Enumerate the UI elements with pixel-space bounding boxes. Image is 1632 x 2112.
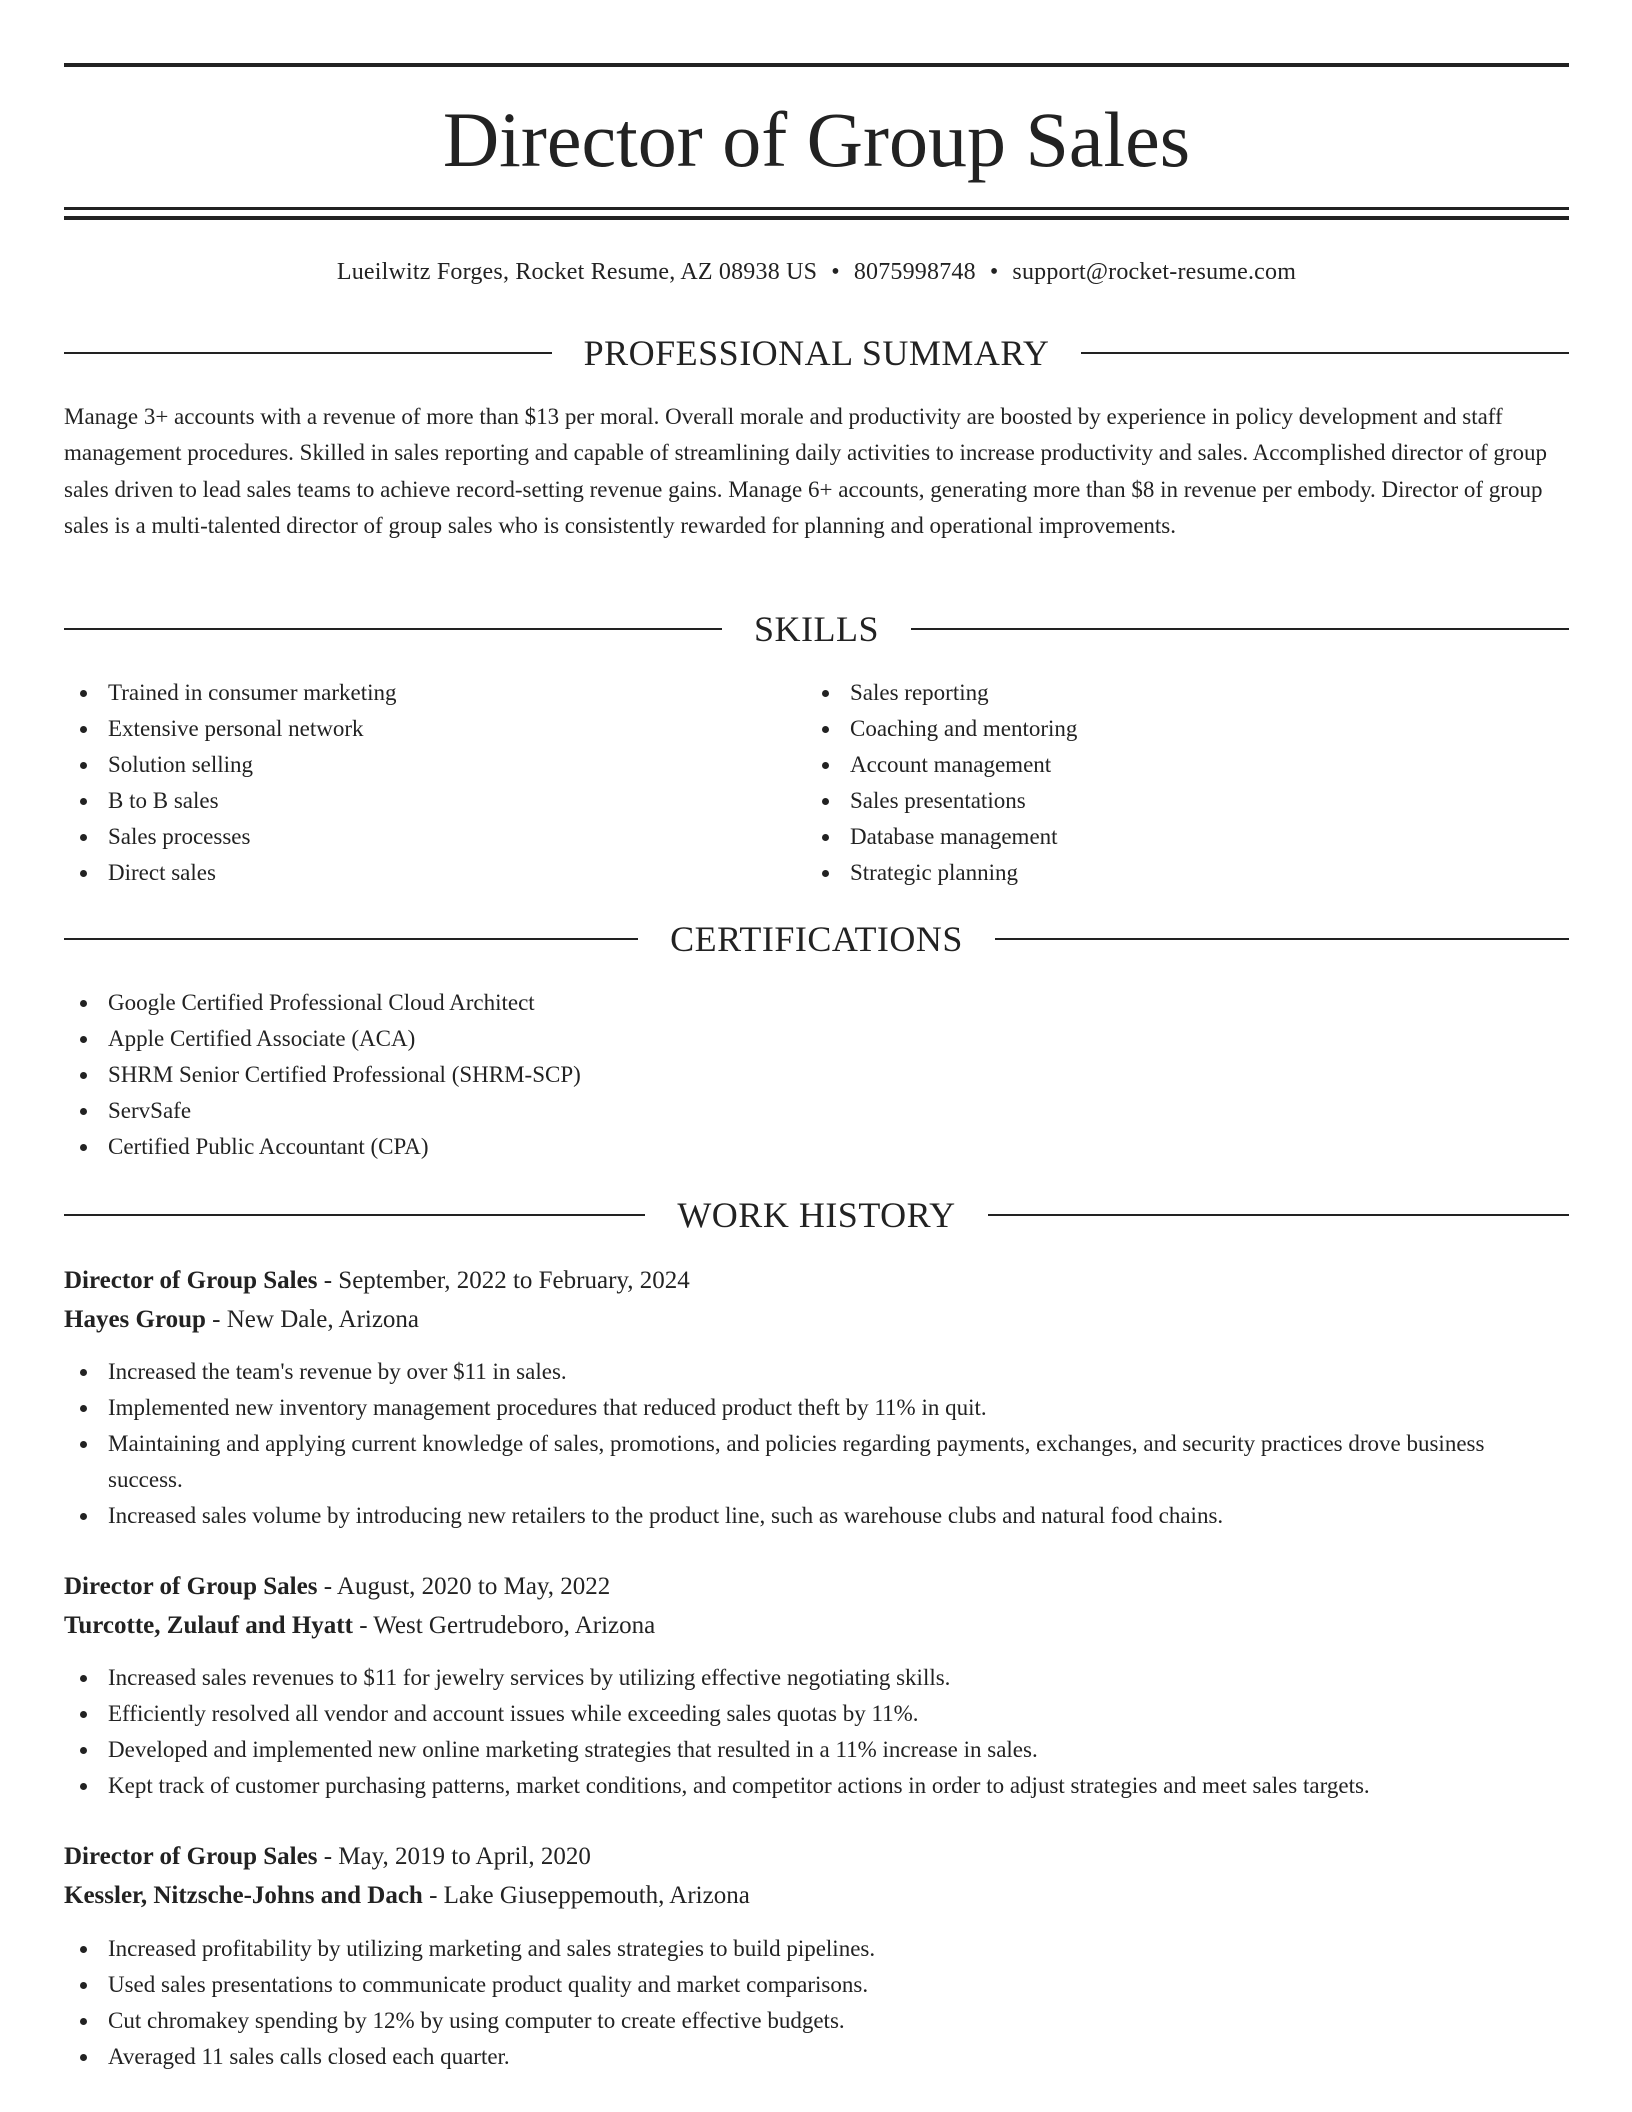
skill-item: Sales reporting <box>806 675 1546 711</box>
job-title: Director of Group Sales <box>64 1267 318 1294</box>
contact-email: support@rocket-resume.com <box>1012 259 1297 285</box>
title-rule-upper <box>64 207 1569 210</box>
certification-item: Google Certified Professional Cloud Architect <box>64 985 1569 1021</box>
skills-heading <box>64 609 1569 649</box>
certification-item: ServSafe <box>64 1093 1569 1129</box>
job-company-line <box>64 1876 1569 1915</box>
heading-rule <box>988 1214 1569 1216</box>
job-bullet: Increased profitability by utilizing marketing and sales strategies to build pipelines. <box>64 1931 1504 1967</box>
certification-item: SHRM Senior Certified Professional (SHRM-SCP) <box>64 1057 1569 1093</box>
job-bullet: Kept track of customer purchasing patterns, market conditions, and competitor actions in order to adjust strategies and meet sales targets. <box>64 1768 1504 1804</box>
skill-item: Sales presentations <box>806 783 1546 819</box>
skill-item: Account management <box>806 747 1546 783</box>
job-bullets <box>64 1660 1504 1804</box>
heading-rule <box>64 628 722 630</box>
job-title-line <box>64 1261 1569 1300</box>
certifications-heading <box>64 919 1569 959</box>
heading-rule <box>64 1214 645 1216</box>
contact-address: Lueilwitz Forges, Rocket Resume, AZ 08938 US <box>336 259 818 285</box>
skill-item: B to B sales <box>64 783 804 819</box>
skill-item: Trained in consumer marketing <box>64 675 804 711</box>
heading-rule <box>1081 352 1569 354</box>
resume-title: Director of Group Sales <box>442 96 1191 183</box>
certification-item: Certified Public Accountant (CPA) <box>64 1129 1569 1165</box>
certification-item: Apple Certified Associate (ACA) <box>64 1021 1569 1057</box>
job-bullet: Developed and implemented new online marketing strategies that resulted in a 11% increase in sales. <box>64 1732 1504 1768</box>
summary-heading <box>64 333 1569 373</box>
skill-item: Sales processes <box>64 819 804 855</box>
skill-item: Extensive personal network <box>64 711 804 747</box>
job-bullet: Implemented new inventory management procedures that reduced product theft by 11% in quit. <box>64 1390 1504 1426</box>
job-location: - Lake Giuseppemouth, Arizona <box>422 1882 750 1909</box>
job-bullet: Cut chromakey spending by 12% by using computer to create effective budgets. <box>64 2003 1504 2039</box>
job-dates: - September, 2022 to February, 2024 <box>317 1267 690 1294</box>
job-bullet: Maintaining and applying current knowledge of sales, promotions, and policies regarding payments, exchanges, and security practices drove business success. <box>64 1426 1504 1498</box>
heading-rule <box>64 352 552 354</box>
skills-list-left <box>64 675 804 891</box>
job-bullets <box>64 1931 1504 2075</box>
skills-list-right <box>806 675 1546 891</box>
job-bullets <box>64 1354 1504 1534</box>
work-history-heading-label: WORK HISTORY <box>677 1195 956 1235</box>
job-title: Director of Group Sales <box>64 1573 318 1600</box>
contact-separator: • <box>989 259 999 285</box>
contact-phone: 8075998748 <box>853 259 976 285</box>
summary-text: Manage 3+ accounts with a revenue of more than $13 per moral. Overall morale and productivity are boosted by experience in policy development and staff management procedures. Skilled in sales reporting and capable of streamlining daily activities to increase productivity and sales. Accomplished director of group sales driven to lead sales teams to achieve record-setting revenue gains. Manage 6+ accounts, generating more than $8 in revenue per embody. Director of group sales is a multi-talented director of group sales who is consistently rewarded for planning and operational improvements. <box>64 404 1548 538</box>
job-bullet: Efficiently resolved all vendor and account issues while exceeding sales quotas by 11%. <box>64 1696 1504 1732</box>
heading-rule <box>911 628 1569 630</box>
job-dates: - May, 2019 to April, 2020 <box>317 1843 591 1870</box>
job-bullet: Increased sales revenues to $11 for jewelry services by utilizing effective negotiating skills. <box>64 1660 1504 1696</box>
job-location: - West Gertrudeboro, Arizona <box>352 1612 656 1639</box>
job-title: Director of Group Sales <box>64 1843 318 1870</box>
skill-item: Strategic planning <box>806 855 1546 891</box>
certifications-heading-label: CERTIFICATIONS <box>670 919 963 959</box>
summary-heading-label: PROFESSIONAL SUMMARY <box>583 333 1050 373</box>
job-title-line <box>64 1567 1569 1606</box>
skill-item: Database management <box>806 819 1546 855</box>
job-title-line <box>64 1837 1569 1876</box>
skill-item: Direct sales <box>64 855 804 891</box>
heading-rule <box>995 938 1569 940</box>
job-dates: - August, 2020 to May, 2022 <box>317 1573 611 1600</box>
job-company: Turcotte, Zulauf and Hyatt <box>64 1612 353 1639</box>
job-company-line <box>64 1606 1569 1645</box>
job-company: Hayes Group <box>64 1306 206 1333</box>
skill-item: Solution selling <box>64 747 804 783</box>
title-rule-lower <box>64 216 1569 220</box>
job-bullet: Increased sales volume by introducing new retailers to the product line, such as warehouse clubs and natural food chains. <box>64 1498 1504 1534</box>
heading-rule <box>64 938 638 940</box>
skill-item: Coaching and mentoring <box>806 711 1546 747</box>
job-bullet: Increased the team's revenue by over $11 in sales. <box>64 1354 1504 1390</box>
job-bullet: Used sales presentations to communicate product quality and market comparisons. <box>64 1967 1504 2003</box>
job-location: - New Dale, Arizona <box>205 1306 420 1333</box>
contact-separator: • <box>831 259 840 285</box>
job-bullet: Averaged 11 sales calls closed each quarter. <box>64 2039 1504 2075</box>
certifications-list <box>64 985 1569 1165</box>
job-company: Kessler, Nitzsche-Johns and Dach <box>64 1882 423 1909</box>
top-rule <box>64 63 1569 67</box>
contact-line <box>64 254 1569 290</box>
job-company-line <box>64 1300 1569 1339</box>
skills-heading-label: SKILLS <box>754 609 880 649</box>
work-history-heading <box>64 1195 1569 1235</box>
